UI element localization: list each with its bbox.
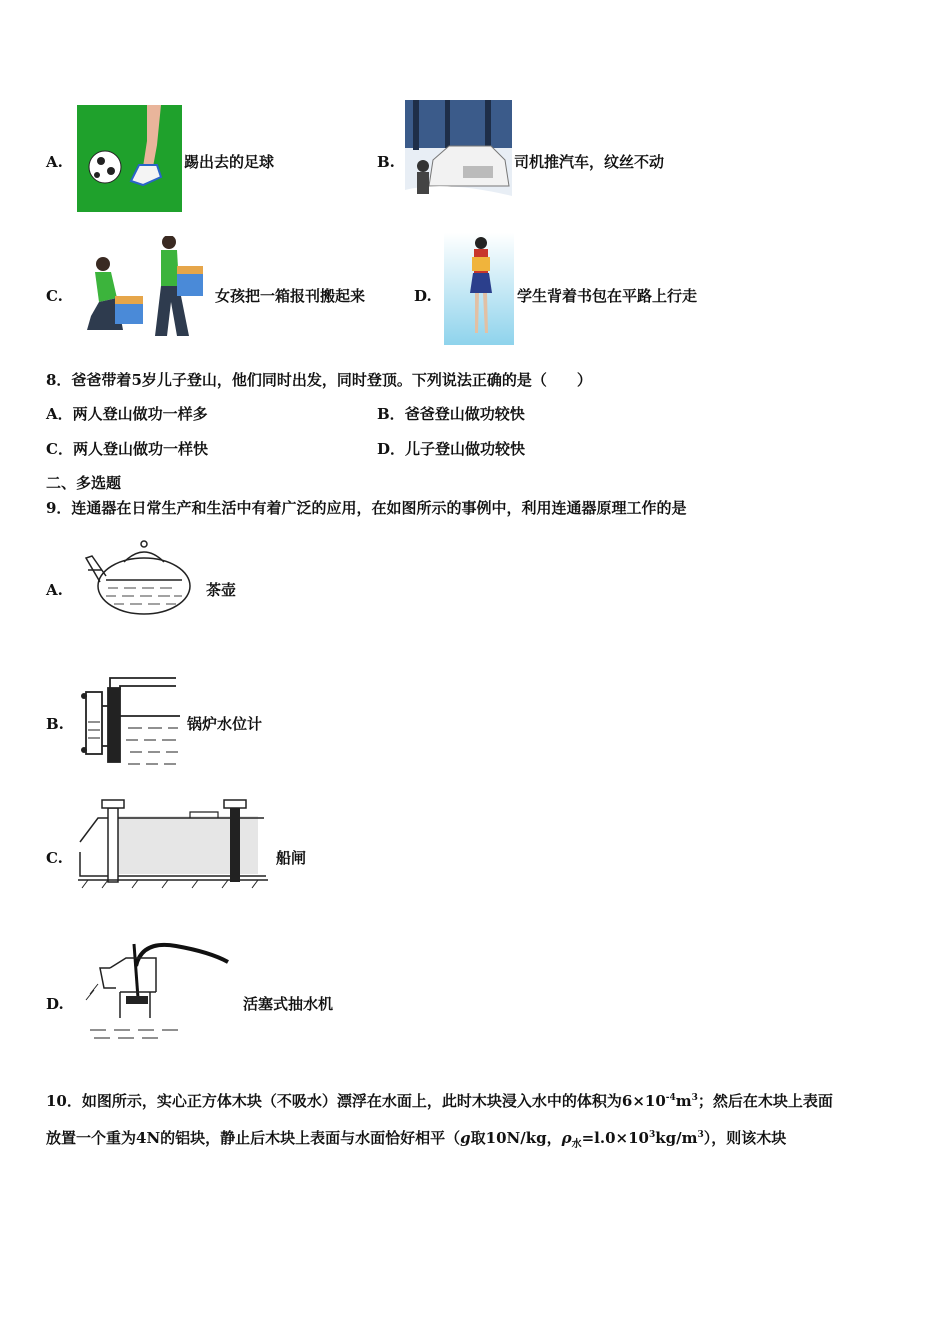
- q8-option-c: C．两人登山做功一样快: [46, 440, 208, 458]
- q7-option-c-text: 女孩把一箱报刊搬起来: [215, 287, 366, 305]
- q7-option-d-letter: D.: [414, 287, 432, 305]
- teapot-diagram: [84, 536, 194, 620]
- q7-option-b-letter: B.: [377, 153, 395, 171]
- student-backpack-image: [444, 233, 514, 345]
- q8-option-a: A．两人登山做功一样多: [46, 405, 208, 423]
- q9-option-d-text: 活塞式抽水机: [243, 995, 334, 1013]
- q8-stem: 8．爸爸带着5岁儿子登山，他们同时出发，同时登顶。下列说法正确的是（ ）: [46, 371, 592, 389]
- q8-option-d: D．儿子登山做功较快: [377, 440, 526, 458]
- q10-line2: 放置一个重为4N的铝块，静止后木块上表面与水面恰好相平（g取10N/kg，$\rho_水=l.0\times 10^3kg/m^3$），则该木块: [46, 1129, 787, 1150]
- piston-pump-diagram: [80, 938, 230, 1046]
- q9-option-a-letter: A.: [46, 581, 63, 599]
- q8-option-b: B．爸爸登山做功较快: [377, 405, 525, 423]
- q7-option-c-letter: C.: [46, 287, 63, 305]
- section-heading: 二、多选题: [46, 474, 122, 492]
- q9-option-b-letter: B.: [46, 715, 64, 733]
- q9-stem: 9．连通器在日常生产和生活中有着广泛的应用，在如图所示的事例中，利用连通器原理工作的是: [46, 499, 687, 517]
- q9-option-d-letter: D.: [46, 995, 64, 1013]
- q9-option-c-text: 船闸: [276, 849, 307, 867]
- q7-option-a-letter: A.: [46, 153, 63, 171]
- boiler-water-gauge-diagram: [76, 672, 182, 768]
- q10-line1: 10．如图所示，实心正方体木块（不吸水）漂浮在水面上，此时木块浸入水中的体积为$6\times 10^{-4}m^3$；然后在木块上表面: [46, 1092, 833, 1110]
- q9-option-a-text: 茶壶: [206, 581, 237, 599]
- girl-lifting-box-image: [77, 236, 207, 342]
- car-push-image: [405, 100, 512, 213]
- ship-lock-diagram: [78, 798, 268, 890]
- q7-option-a-text: 踢出去的足球: [184, 153, 275, 171]
- soccer-kick-image: [77, 105, 182, 212]
- q7-option-d-text: 学生背着书包在平路上行走: [517, 287, 698, 305]
- q9-option-c-letter: C.: [46, 849, 63, 867]
- q9-option-b-text: 锅炉水位计: [187, 715, 263, 733]
- q7-option-b-text: 司机推汽车，纹丝不动: [514, 153, 665, 171]
